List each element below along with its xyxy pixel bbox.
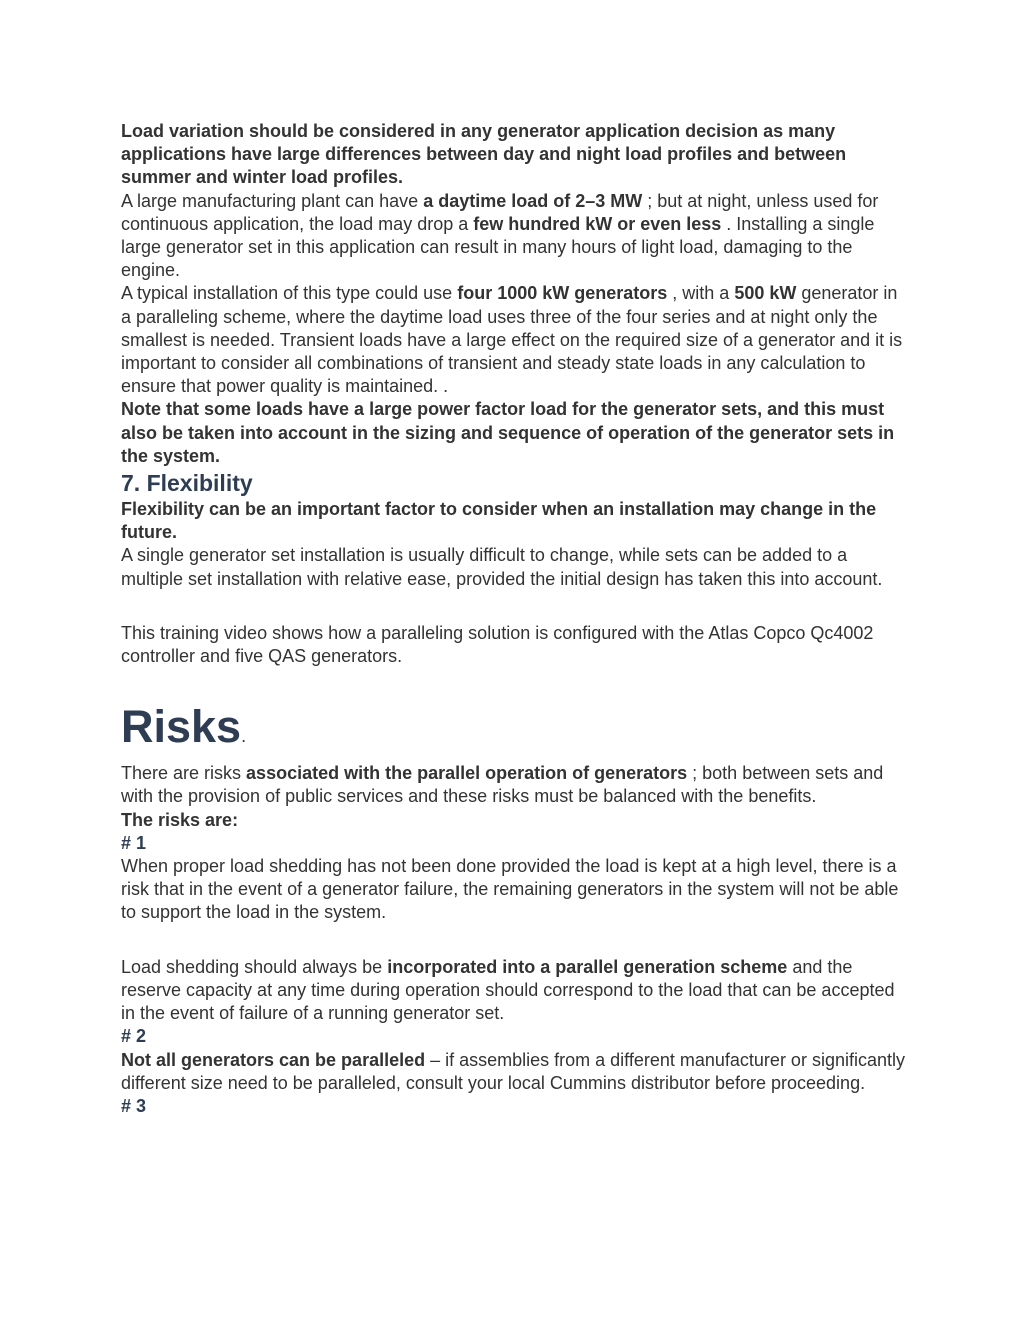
- text-run: generator in a paralleling scheme, where the daytime load uses three of the four series and at night only the smallest is needed. Transient loads have a large effect on the required size of a generator and it is important to consider all combinations of transient and steady state loads in any calculation to ensure that power quality is maintained. .: [121, 283, 903, 397]
- spacer: [121, 591, 911, 622]
- bold-run: few hundred kW or even less: [473, 213, 722, 234]
- risk-2-paragraph: [121, 1049, 911, 1095]
- text-run: A typical installation of this type could use: [121, 283, 458, 304]
- section-heading-flexibility: 7. Flexibility: [121, 470, 253, 497]
- flexibility-paragraph: A single generator set installation is usually difficult to change, while sets can be added to a multiple set installation with relative ease, provided the initial design has taken this into account.: [121, 545, 883, 589]
- bold-run: Not all generators can be paralleled: [121, 1049, 426, 1070]
- text-run: . Installing a single large generator set in this application can result in many hours of light load, damaging to the engine.: [121, 213, 875, 281]
- risk-1-paragraph: When proper load shedding has not been done provided the load is kept at a high level, there is a risk that in the event of a generator failure, the remaining generators in the system will not be able to support the load in the system.: [121, 856, 899, 923]
- risk-number-1: # 1: [121, 832, 147, 853]
- flexibility-bold-text: Flexibility can be an important factor to consider when an installation may change in the future.: [121, 499, 877, 543]
- flexibility-intro: [121, 498, 911, 544]
- intro-bold-text: Load variation should be considered in any generator application decision as many applications have large differences between day and night load profiles and between summer and winter load profiles.: [121, 121, 847, 188]
- bold-run: 500 kW: [734, 283, 797, 304]
- typical-installation-paragraph: [121, 282, 911, 398]
- bold-run: a daytime load of 2–3 MW: [423, 190, 643, 211]
- spacer: [121, 925, 911, 956]
- training-video-paragraph: This training video shows how a paralleling solution is configured with the Atlas Copco Qc4002 controller and five QAS generators.: [121, 622, 874, 667]
- spacer: [121, 668, 911, 701]
- text-run: – if assemblies from a different manufacturer or significantly different size need to be paralleled, consult your local Cummins distributor before proceeding.: [121, 1049, 905, 1093]
- risks-title: Risks: [121, 701, 242, 753]
- risks-paragraph: [121, 762, 911, 808]
- risk-number-3: # 3: [121, 1095, 147, 1116]
- section-heading-risks: [121, 701, 911, 762]
- intro-paragraph: [121, 120, 911, 190]
- text-run: and the reserve capacity at any time during operation should correspond to the load that can be accepted in the event of failure of a running generator set.: [121, 956, 895, 1024]
- risks-title-dot: .: [241, 726, 247, 747]
- note-bold-text: Note that some loads have a large power factor load for the generator sets, and this must also be taken into account in the sizing and sequence of operation of the generator sets in the system.: [121, 399, 895, 466]
- power-factor-note: [121, 398, 911, 468]
- text-run: ; both between sets and with the provision of public services and these risks must be balanced with the benefits.: [121, 763, 884, 807]
- document-body: [121, 120, 911, 1118]
- risk-number-2: # 2: [121, 1026, 147, 1047]
- text-run: A large manufacturing plant can have: [121, 190, 424, 211]
- text-run: ; but at night, unless used for continuous application, the load may drop a: [121, 190, 879, 234]
- text-run: Load shedding should always be: [121, 956, 388, 977]
- bold-run: incorporated into a parallel generation scheme: [387, 956, 788, 977]
- load-shedding-paragraph: [121, 956, 911, 1026]
- risks-are-label: [121, 809, 911, 832]
- plant-load-paragraph: [121, 190, 911, 283]
- text-run: , with a: [667, 283, 735, 304]
- bold-run: associated with the parallel operation of generators: [246, 763, 688, 784]
- text-run: There are risks: [121, 763, 247, 784]
- bold-run: four 1000 kW generators: [457, 283, 668, 304]
- risks-are-text: The risks are:: [121, 809, 239, 830]
